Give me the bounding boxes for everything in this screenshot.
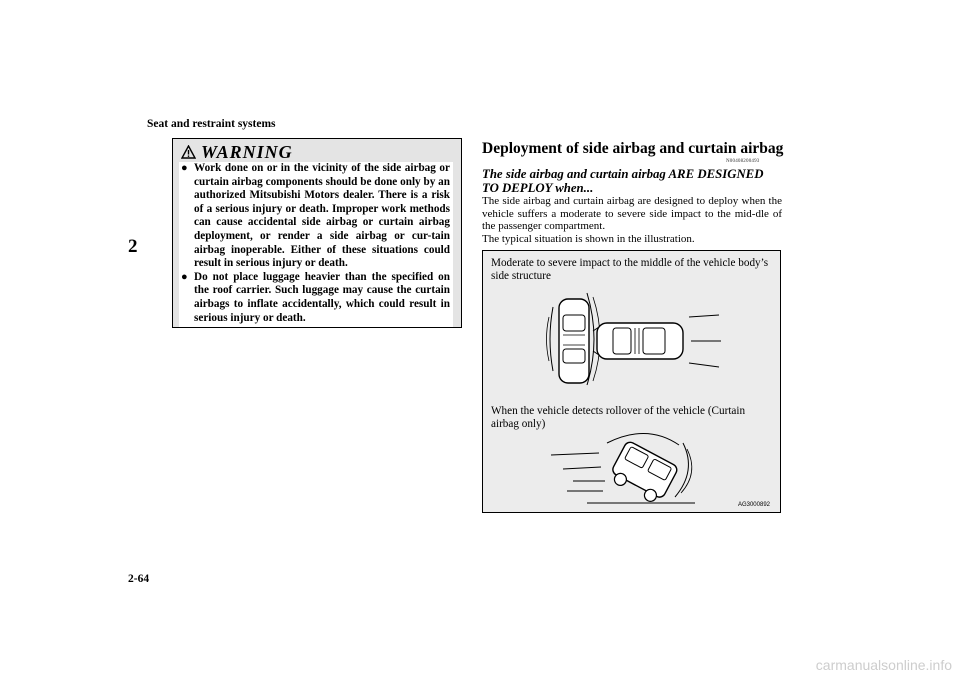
rollover-caption: When the vehicle detects rollover of the vehicle (Curtain airbag only) [491,405,746,430]
warning-title: WARNING [201,141,293,162]
watermark: carmanualsonline.info [542,654,960,678]
figure-code: AG3000892 [737,502,770,508]
section-subtitle: The side airbag and curtain airbag ARE DESIGNED TO DEPLOY when... [482,167,764,195]
warning-box [172,138,462,328]
body-paragraph: The typical situation is shown in the illustration. [482,232,695,245]
section-body [482,195,782,245]
side-impact-illustration [543,287,723,391]
warning-item [181,271,450,325]
warning-item [181,162,450,271]
bullet-icon: ● [181,270,188,283]
bullet-icon: ● [181,162,188,174]
body-paragraph: The side airbag and curtain airbag are designed to deploy when the vehicle suffers a moderate to severe side impact to the mid-dle of the passenger compartment. [482,195,782,233]
page-number: 2-64 [128,573,150,585]
warning-item-text: Do not place luggage heavier than the specified on the roof carrier. Such luggage may cause the curtain airbags to inflate accidentally, which could result in serious injury or death. [194,270,450,324]
chapter-tab: 2 [128,236,138,257]
rollover-illustration [547,431,707,507]
warning-header [181,141,293,163]
warning-triangle-icon [181,145,196,159]
section-title: Deployment of side airbag and curtain airbag [482,140,784,157]
warning-body [179,162,453,327]
page-header: Seat and restraint systems [147,118,276,130]
illustration-box [482,250,781,513]
side-impact-caption: Moderate to severe impact to the middle of the vehicle body’s side structure [491,257,769,282]
warning-item-text: Work done on or in the vicinity of the side airbag or curtain airbag components should be done only by an authorized Mitsubishi Motors dealer. There is a risk of a serious injury or death. Improper work methods can cause accidental side airbag or curtain airbag deployment, or render a side airbag or cur-tain airbag inoperable. Either of these situations could result in serious injury or death. [194,162,450,270]
section-code: N00408200493 [726,159,760,164]
